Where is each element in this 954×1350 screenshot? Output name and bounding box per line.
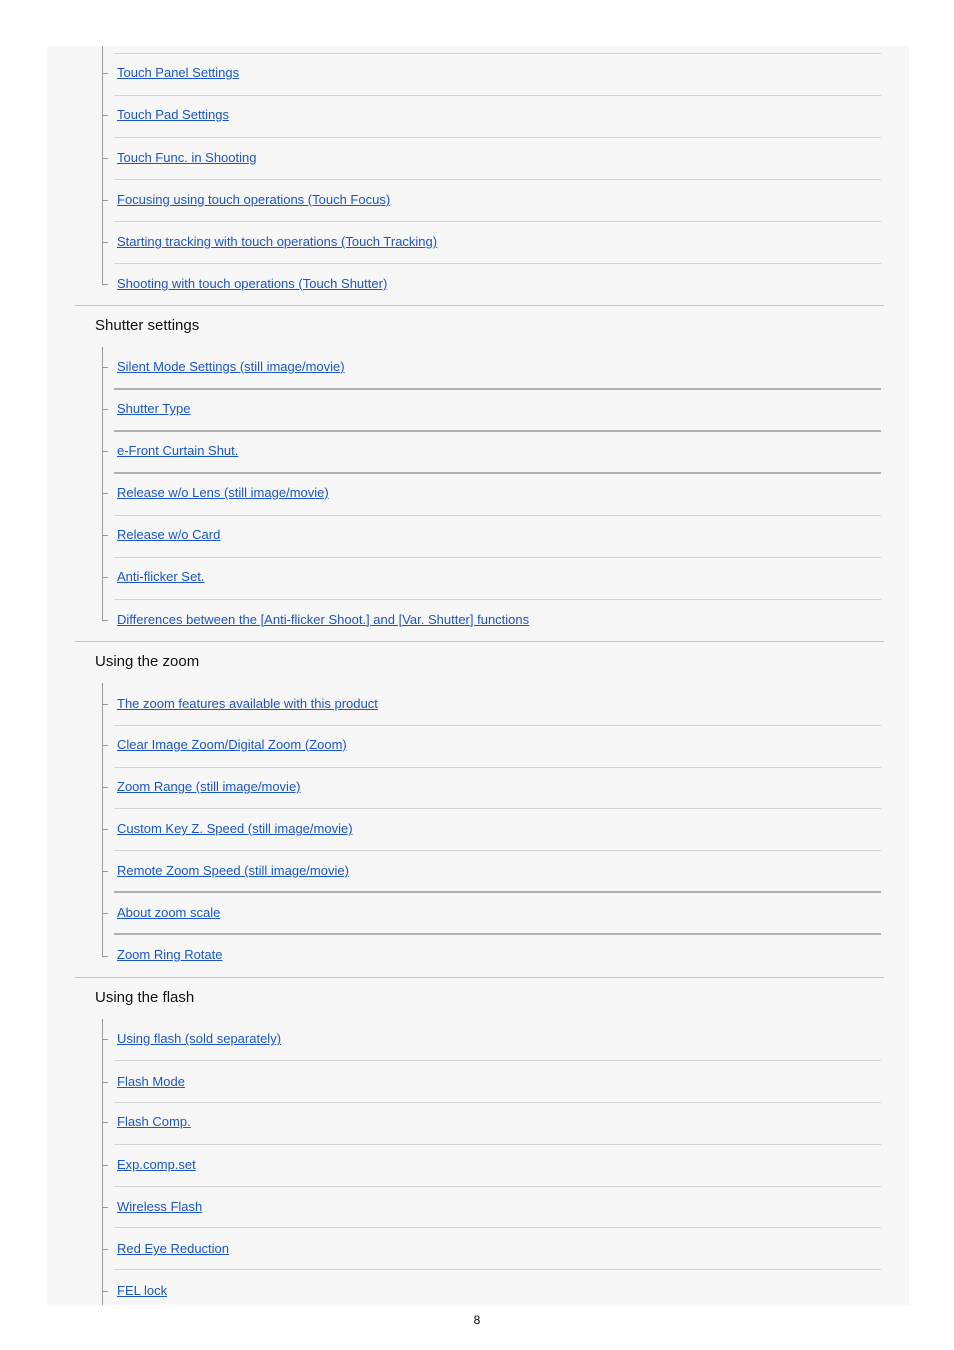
- item-divider: [114, 599, 881, 600]
- item-divider: [114, 933, 881, 935]
- tree-tick: [102, 1165, 108, 1166]
- toc-link-touch-pad-settings[interactable]: Touch Pad Settings: [117, 107, 230, 122]
- tree-tick: [102, 200, 108, 201]
- tree-tick: [102, 493, 108, 494]
- tree-tick: [102, 829, 108, 830]
- toc-link-release-wo-lens[interactable]: Release w/o Lens (still image/movie): [117, 485, 329, 500]
- section-divider: [75, 977, 884, 978]
- section-heading-using-the-flash: Using the flash: [95, 989, 195, 1006]
- item-divider: [114, 1144, 881, 1145]
- tree-tick: [102, 1249, 108, 1250]
- toc-link-clear-image-zoom[interactable]: Clear Image Zoom/Digital Zoom (Zoom): [117, 737, 347, 752]
- toc-link-release-wo-card[interactable]: Release w/o Card: [117, 527, 221, 542]
- item-divider: [114, 1227, 881, 1228]
- tree-line: [102, 1019, 103, 1305]
- toc-link-custom-key-z-speed[interactable]: Custom Key Z. Speed (still image/movie): [117, 821, 353, 836]
- toc-link-flash-comp[interactable]: Flash Comp.: [117, 1114, 191, 1129]
- toc-link-exp-comp-set[interactable]: Exp.comp.set: [117, 1157, 196, 1172]
- tree-tick: [102, 1291, 108, 1292]
- item-divider: [114, 515, 881, 516]
- toc-link-zoom-ring-rotate[interactable]: Zoom Ring Rotate: [117, 947, 223, 962]
- item-divider: [114, 95, 881, 96]
- tree-corner: [102, 620, 108, 621]
- toc-link-red-eye-reduction[interactable]: Red Eye Reduction: [117, 1241, 230, 1256]
- item-divider: [114, 557, 881, 558]
- toc-link-using-flash[interactable]: Using flash (sold separately): [117, 1031, 282, 1046]
- item-divider: [114, 891, 881, 893]
- tree-line: [102, 347, 103, 620]
- tree-tick: [102, 409, 108, 410]
- toc-link-fel-lock[interactable]: FEL lock: [117, 1283, 168, 1298]
- toc-panel: [47, 46, 909, 1305]
- tree-tick: [102, 704, 108, 705]
- section-divider: [75, 641, 884, 642]
- section-heading-using-the-zoom: Using the zoom: [95, 653, 200, 670]
- item-divider: [114, 1269, 881, 1270]
- toc-link-zoom-features[interactable]: The zoom features available with this product: [117, 696, 378, 711]
- toc-link-flash-mode[interactable]: Flash Mode: [117, 1074, 185, 1089]
- toc-link-about-zoom-scale[interactable]: About zoom scale: [117, 905, 221, 920]
- tree-line: [102, 683, 103, 956]
- item-divider: [114, 221, 881, 222]
- tree-tick: [102, 913, 108, 914]
- toc-link-touch-shutter[interactable]: Shooting with touch operations (Touch Shutter): [117, 276, 388, 291]
- section-heading-shutter-settings: Shutter settings: [95, 317, 200, 334]
- toc-link-shutter-type[interactable]: Shutter Type: [117, 401, 191, 416]
- toc-link-anti-flicker-set[interactable]: Anti-flicker Set.: [117, 569, 205, 584]
- item-divider: [114, 430, 881, 432]
- toc-link-wireless-flash[interactable]: Wireless Flash: [117, 1199, 203, 1214]
- tree-tick: [102, 73, 108, 74]
- toc-link-touch-panel-settings[interactable]: Touch Panel Settings: [117, 65, 240, 80]
- item-divider: [114, 53, 881, 54]
- tree-tick: [102, 158, 108, 159]
- tree-tick: [102, 871, 108, 872]
- toc-link-remote-zoom-speed[interactable]: Remote Zoom Speed (still image/movie): [117, 863, 349, 878]
- tree-tick: [102, 367, 108, 368]
- tree-tick: [102, 535, 108, 536]
- item-divider: [114, 263, 881, 264]
- toc-link-e-front-curtain-shut[interactable]: e-Front Curtain Shut.: [117, 443, 239, 458]
- page-number: 8: [473, 1313, 481, 1327]
- toc-link-anti-flicker-differences[interactable]: Differences between the [Anti-flicker Shoot.] and [Var. Shutter] functions: [117, 612, 530, 627]
- item-divider: [114, 1102, 881, 1103]
- section-divider: [75, 305, 884, 306]
- tree-tick: [102, 1207, 108, 1208]
- item-divider: [114, 472, 881, 474]
- toc-link-silent-mode-settings[interactable]: Silent Mode Settings (still image/movie): [117, 359, 345, 374]
- toc-link-zoom-range[interactable]: Zoom Range (still image/movie): [117, 779, 301, 794]
- tree-tick: [102, 1039, 108, 1040]
- toc-link-touch-func[interactable]: Touch Func. in Shooting: [117, 150, 257, 165]
- tree-line: [102, 46, 103, 284]
- tree-tick: [102, 1122, 108, 1123]
- toc-link-touch-tracking[interactable]: Starting tracking with touch operations (Touch Tracking): [117, 234, 438, 249]
- item-divider: [114, 1186, 881, 1187]
- item-divider: [114, 179, 881, 180]
- item-divider: [114, 808, 881, 809]
- tree-tick: [102, 451, 108, 452]
- tree-tick: [102, 242, 108, 243]
- tree-tick: [102, 745, 108, 746]
- item-divider: [114, 725, 881, 726]
- tree-tick: [102, 115, 108, 116]
- item-divider: [114, 850, 881, 851]
- tree-tick: [102, 577, 108, 578]
- item-divider: [114, 1060, 881, 1061]
- tree-tick: [102, 787, 108, 788]
- item-divider: [114, 767, 881, 768]
- item-divider: [114, 388, 881, 390]
- item-divider: [114, 137, 881, 138]
- tree-tick: [102, 1082, 108, 1083]
- tree-corner: [102, 284, 108, 285]
- tree-corner: [102, 956, 108, 957]
- toc-link-touch-focus[interactable]: Focusing using touch operations (Touch Focus): [117, 192, 391, 207]
